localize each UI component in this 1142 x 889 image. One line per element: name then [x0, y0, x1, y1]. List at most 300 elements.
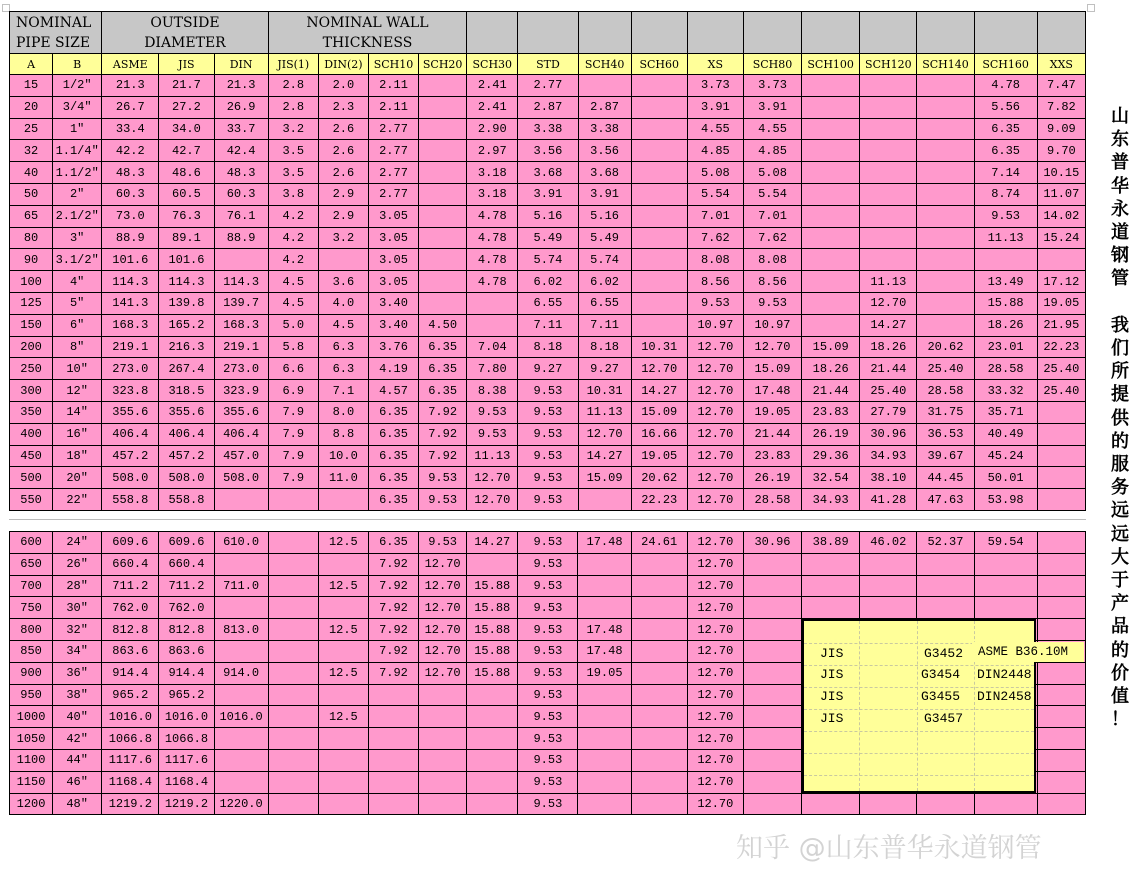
- vertical-slogan-char: 东: [1111, 129, 1129, 151]
- table-cell: 4″: [53, 271, 102, 293]
- table-cell: 25.40: [1037, 358, 1085, 380]
- table-cell: 38.10: [860, 467, 917, 489]
- table-cell: 19.05: [631, 445, 687, 467]
- table-cell: 10.31: [631, 336, 687, 358]
- header-group-row: [10, 12, 1086, 54]
- standard-din-code: DIN2448: [977, 667, 1032, 682]
- table-cell: [631, 205, 687, 227]
- table-cell: [917, 183, 974, 205]
- table-cell: 25: [10, 118, 53, 140]
- table-cell: [268, 793, 318, 815]
- table-cell: [578, 489, 631, 511]
- table-cell: 2″: [53, 183, 102, 205]
- table-cell: 900: [10, 662, 53, 684]
- vertical-slogan-char: 远: [1111, 500, 1129, 522]
- table-cell: 8.56: [743, 271, 801, 293]
- table-cell: [419, 183, 467, 205]
- table-cell: 10.97: [687, 314, 743, 336]
- table-cell: [467, 553, 518, 575]
- table-cell: [802, 96, 860, 118]
- vertical-slogan-char: 大: [1111, 546, 1129, 568]
- table-cell: [631, 597, 687, 619]
- table-cell: 14.27: [467, 532, 518, 554]
- table-row: [10, 96, 1086, 118]
- table-cell: 17.48: [743, 380, 801, 402]
- table-row: [10, 162, 1086, 184]
- column-header: SCH20: [419, 54, 467, 75]
- table-cell: [802, 140, 860, 162]
- table-cell: 53.98: [974, 489, 1037, 511]
- table-cell: 44″: [53, 749, 102, 771]
- column-header: DIN: [214, 54, 268, 75]
- table-row: [10, 380, 1086, 402]
- vertical-slogan-char: 山: [1111, 106, 1129, 127]
- table-cell: 8.0: [318, 401, 368, 423]
- table-cell: 28.58: [974, 358, 1037, 380]
- table-cell: 700: [10, 575, 53, 597]
- table-cell: 1117.6: [159, 749, 214, 771]
- table-cell: 508.0: [214, 467, 268, 489]
- table-cell: 4.2: [268, 249, 318, 271]
- table-cell: [578, 553, 631, 575]
- table-cell: 20.62: [631, 467, 687, 489]
- table-cell: [631, 118, 687, 140]
- header-blank: [631, 12, 687, 54]
- table-cell: 2.1/2″: [53, 205, 102, 227]
- table-cell: 3.2: [318, 227, 368, 249]
- table-row: [10, 227, 1086, 249]
- table-cell: 33.4: [102, 118, 159, 140]
- table-cell: [368, 728, 418, 750]
- table-cell: 76.3: [159, 205, 214, 227]
- column-header-row: [10, 54, 1086, 75]
- table-cell: 46.02: [860, 532, 917, 554]
- table-cell: 7.9: [268, 445, 318, 467]
- table-cell: 36.53: [917, 423, 974, 445]
- vertical-slogan-char: [1107, 291, 1133, 314]
- table-cell: 3.40: [368, 292, 418, 314]
- table-cell: 1168.4: [102, 771, 159, 793]
- table-cell: 21.44: [743, 423, 801, 445]
- table-cell: 88.9: [214, 227, 268, 249]
- table-cell: 10″: [53, 358, 102, 380]
- table-cell: 1″: [53, 118, 102, 140]
- table-cell: 150: [10, 314, 53, 336]
- table-cell: 850: [10, 640, 53, 662]
- standard-jis-label: JIS: [820, 689, 844, 704]
- table-cell: 21.3: [214, 75, 268, 97]
- table-cell: [318, 728, 368, 750]
- standard-din-code: DIN2458: [977, 689, 1032, 704]
- table-cell: 3.73: [743, 75, 801, 97]
- table-cell: 8.18: [518, 336, 578, 358]
- table-cell: [631, 706, 687, 728]
- table-cell: 6.35: [368, 423, 418, 445]
- table-cell: 3.68: [578, 162, 631, 184]
- table-cell: 350: [10, 401, 53, 423]
- table-cell: [318, 597, 368, 619]
- table-cell: [419, 728, 467, 750]
- table-cell: 1150: [10, 771, 53, 793]
- table-cell: 30″: [53, 597, 102, 619]
- table-cell: 12.5: [318, 532, 368, 554]
- table-cell: 323.9: [214, 380, 268, 402]
- table-cell: [917, 597, 974, 619]
- table-cell: 114.3: [214, 271, 268, 293]
- table-cell: [917, 96, 974, 118]
- table-cell: [214, 597, 268, 619]
- table-row: [10, 793, 1086, 815]
- table-cell: 7.92: [368, 553, 418, 575]
- table-cell: 26″: [53, 553, 102, 575]
- table-cell: 18.26: [860, 336, 917, 358]
- table-cell: 200: [10, 336, 53, 358]
- header-blank: [917, 12, 974, 54]
- table-cell: 12.70: [631, 358, 687, 380]
- column-header: JIS: [159, 54, 214, 75]
- table-cell: 7.1: [318, 380, 368, 402]
- table-cell: [743, 662, 801, 684]
- table-row: [10, 140, 1086, 162]
- table-cell: 48.3: [102, 162, 159, 184]
- table-cell: 60.3: [102, 183, 159, 205]
- table-cell: [419, 771, 467, 793]
- table-cell: 6.35: [419, 336, 467, 358]
- table-cell: 2.41: [467, 96, 518, 118]
- vertical-slogan: [1107, 105, 1133, 731]
- table-cell: 4.55: [687, 118, 743, 140]
- table-cell: 863.6: [102, 640, 159, 662]
- table-cell: 27.79: [860, 401, 917, 423]
- table-cell: [802, 227, 860, 249]
- table-cell: [419, 140, 467, 162]
- table-cell: [974, 553, 1037, 575]
- table-cell: 6.9: [268, 380, 318, 402]
- header-blank: [467, 12, 518, 54]
- table-cell: 4.78: [974, 75, 1037, 97]
- table-cell: 12.5: [318, 706, 368, 728]
- table-cell: [368, 749, 418, 771]
- table-row: [10, 467, 1086, 489]
- table-cell: 8.08: [743, 249, 801, 271]
- table-cell: 2.87: [578, 96, 631, 118]
- table-cell: 3.18: [467, 162, 518, 184]
- table-cell: 3.38: [578, 118, 631, 140]
- table-cell: 3.8: [268, 183, 318, 205]
- table-cell: [214, 749, 268, 771]
- table-cell: 114.3: [159, 271, 214, 293]
- column-header: SCH80: [743, 54, 801, 75]
- table-cell: [1037, 706, 1085, 728]
- column-header: XXS: [1037, 54, 1085, 75]
- table-cell: [860, 183, 917, 205]
- table-cell: 28.58: [917, 380, 974, 402]
- table-cell: 12.70: [687, 489, 743, 511]
- table-cell: [631, 749, 687, 771]
- table-cell: 12.70: [419, 575, 467, 597]
- table-cell: [1037, 553, 1085, 575]
- standard-code: G3455: [921, 689, 961, 704]
- table-cell: 4.0: [318, 292, 368, 314]
- table-cell: 12.70: [687, 706, 743, 728]
- table-row: [10, 553, 1086, 575]
- table-cell: [578, 684, 631, 706]
- table-cell: 3.68: [518, 162, 578, 184]
- table-cell: 11.07: [1037, 183, 1085, 205]
- table-cell: 216.3: [159, 336, 214, 358]
- table-cell: 17.48: [578, 532, 631, 554]
- table-cell: 9.09: [1037, 118, 1085, 140]
- table-cell: 609.6: [102, 532, 159, 554]
- table-cell: [743, 706, 801, 728]
- table-cell: [1037, 771, 1085, 793]
- table-cell: [1037, 662, 1085, 684]
- table-cell: 11.13: [467, 445, 518, 467]
- table-cell: 750: [10, 597, 53, 619]
- table-cell: 6.35: [368, 467, 418, 489]
- table-cell: 45.24: [974, 445, 1037, 467]
- table-cell: [214, 489, 268, 511]
- table-cell: 610.0: [214, 532, 268, 554]
- table-cell: 14.27: [631, 380, 687, 402]
- table-cell: 6.55: [578, 292, 631, 314]
- table-cell: [214, 771, 268, 793]
- table-cell: 1100: [10, 749, 53, 771]
- table-cell: 250: [10, 358, 53, 380]
- table-cell: 457.2: [159, 445, 214, 467]
- table-cell: 8.8: [318, 423, 368, 445]
- table-cell: 4.78: [467, 227, 518, 249]
- table-cell: 3.91: [687, 96, 743, 118]
- table-cell: 711.0: [214, 575, 268, 597]
- table-cell: [1037, 249, 1085, 271]
- table-cell: 12.70: [687, 684, 743, 706]
- table-cell: 5.74: [518, 249, 578, 271]
- table-cell: 8.38: [467, 380, 518, 402]
- table-cell: 12″: [53, 380, 102, 402]
- table-cell: 500: [10, 467, 53, 489]
- standard-code: G3457: [924, 711, 964, 726]
- table-cell: [419, 706, 467, 728]
- column-header: A: [10, 54, 53, 75]
- table-cell: 406.4: [159, 423, 214, 445]
- header-outside-diameter: OUTSIDE DIAMETER: [102, 12, 268, 54]
- table-cell: 7.92: [368, 662, 418, 684]
- table-cell: 14.02: [1037, 205, 1085, 227]
- table-cell: 12.70: [687, 336, 743, 358]
- table-cell: 7.14: [974, 162, 1037, 184]
- table-cell: 4.55: [743, 118, 801, 140]
- table-row: [10, 205, 1086, 227]
- vertical-slogan-char: 品: [1111, 616, 1129, 638]
- table-cell: 914.4: [102, 662, 159, 684]
- table-cell: [743, 749, 801, 771]
- table-cell: [802, 118, 860, 140]
- table-cell: 15.88: [467, 619, 518, 641]
- column-header: SCH140: [917, 54, 974, 75]
- table-cell: 1066.8: [102, 728, 159, 750]
- table-cell: 5″: [53, 292, 102, 314]
- table-cell: [860, 205, 917, 227]
- table-cell: 24.61: [631, 532, 687, 554]
- table-cell: 15.88: [467, 597, 518, 619]
- table-cell: 12.70: [687, 445, 743, 467]
- table-cell: 9.53: [419, 467, 467, 489]
- vertical-slogan-char: 普: [1111, 152, 1129, 174]
- table-cell: 40″: [53, 706, 102, 728]
- table-cell: [860, 249, 917, 271]
- table-cell: 50: [10, 183, 53, 205]
- table-cell: 38″: [53, 684, 102, 706]
- table-cell: 7.92: [419, 401, 467, 423]
- table-cell: [268, 489, 318, 511]
- table-row: [10, 75, 1086, 97]
- table-cell: 12.70: [687, 423, 743, 445]
- table-cell: [467, 728, 518, 750]
- table-cell: 2.77: [368, 140, 418, 162]
- table-cell: [268, 771, 318, 793]
- table-cell: 355.6: [102, 401, 159, 423]
- table-cell: 5.49: [578, 227, 631, 249]
- table-cell: 24″: [53, 532, 102, 554]
- table-cell: 2.77: [368, 118, 418, 140]
- table-cell: 4.78: [467, 205, 518, 227]
- standard-code: G3454: [921, 667, 961, 682]
- table-cell: 32″: [53, 619, 102, 641]
- table-cell: 267.4: [159, 358, 214, 380]
- table-cell: 9.53: [518, 684, 578, 706]
- table-row: [10, 271, 1086, 293]
- table-cell: [974, 249, 1037, 271]
- vertical-slogan-char: 务: [1111, 477, 1129, 499]
- table-cell: [743, 684, 801, 706]
- table-cell: [318, 749, 368, 771]
- standard-code: G3452: [924, 646, 964, 661]
- table-cell: 22″: [53, 489, 102, 511]
- table-cell: 48″: [53, 793, 102, 815]
- table-cell: 9.53: [518, 749, 578, 771]
- table-cell: 139.7: [214, 292, 268, 314]
- table-cell: 18.26: [974, 314, 1037, 336]
- table-cell: 12.70: [687, 401, 743, 423]
- table-cell: 9.53: [467, 423, 518, 445]
- table-cell: 5.08: [743, 162, 801, 184]
- table-cell: [467, 684, 518, 706]
- table-cell: 22.23: [1037, 336, 1085, 358]
- table-cell: 11.13: [860, 271, 917, 293]
- table-cell: 7.47: [1037, 75, 1085, 97]
- table-cell: [802, 162, 860, 184]
- table-cell: 4.19: [368, 358, 418, 380]
- table-cell: 73.0: [102, 205, 159, 227]
- table-cell: 23.83: [802, 401, 860, 423]
- table-cell: 89.1: [159, 227, 214, 249]
- table-cell: [802, 249, 860, 271]
- table-cell: [419, 271, 467, 293]
- table-cell: 762.0: [102, 597, 159, 619]
- table-cell: 6.02: [578, 271, 631, 293]
- table-cell: [1037, 597, 1085, 619]
- table-cell: 800: [10, 619, 53, 641]
- table-cell: 50.01: [974, 467, 1037, 489]
- table-cell: [860, 553, 917, 575]
- vertical-slogan-char: 值: [1111, 686, 1129, 708]
- table-cell: 1200: [10, 793, 53, 815]
- table-cell: 100: [10, 271, 53, 293]
- table-cell: 6.35: [419, 380, 467, 402]
- table-cell: 12.70: [687, 597, 743, 619]
- header-blank: [518, 12, 578, 54]
- table-cell: 1050: [10, 728, 53, 750]
- table-cell: 318.5: [159, 380, 214, 402]
- table-cell: 2.6: [318, 118, 368, 140]
- table-cell: [1037, 793, 1085, 815]
- table-cell: 9.27: [518, 358, 578, 380]
- table-cell: [631, 728, 687, 750]
- table-cell: 15.88: [467, 575, 518, 597]
- table-cell: [368, 684, 418, 706]
- table-cell: 2.87: [518, 96, 578, 118]
- table-cell: 6.3: [318, 336, 368, 358]
- table-row: [10, 423, 1086, 445]
- table-cell: 168.3: [214, 314, 268, 336]
- table-cell: [578, 749, 631, 771]
- table-cell: 21.95: [1037, 314, 1085, 336]
- table-cell: 7.01: [743, 205, 801, 227]
- table-cell: 8″: [53, 336, 102, 358]
- table-row: [10, 445, 1086, 467]
- table-cell: 400: [10, 423, 53, 445]
- table-cell: 2.90: [467, 118, 518, 140]
- table-cell: 4.5: [318, 314, 368, 336]
- table-cell: [1037, 423, 1085, 445]
- table-cell: [318, 793, 368, 815]
- table-cell: 40.49: [974, 423, 1037, 445]
- table-cell: 3.56: [518, 140, 578, 162]
- table-cell: 6.35: [419, 358, 467, 380]
- table-cell: [860, 96, 917, 118]
- table-cell: 12.70: [419, 597, 467, 619]
- table-cell: 219.1: [214, 336, 268, 358]
- table-cell: 273.0: [214, 358, 268, 380]
- table-cell: [368, 793, 418, 815]
- table-cell: 12.70: [687, 793, 743, 815]
- table-cell: 6.35: [368, 489, 418, 511]
- table-cell: 1219.2: [159, 793, 214, 815]
- table-row: [10, 292, 1086, 314]
- table-cell: 52.37: [917, 532, 974, 554]
- table-cell: 6.35: [974, 118, 1037, 140]
- table-cell: 12.70: [578, 423, 631, 445]
- table-cell: 9.53: [518, 489, 578, 511]
- table-cell: 3.56: [578, 140, 631, 162]
- table-cell: [802, 205, 860, 227]
- table-cell: 36″: [53, 662, 102, 684]
- table-cell: [467, 706, 518, 728]
- table-cell: 9.53: [518, 575, 578, 597]
- table-cell: 457.2: [102, 445, 159, 467]
- table-cell: [268, 553, 318, 575]
- table-cell: 11.13: [974, 227, 1037, 249]
- table-cell: 812.8: [159, 619, 214, 641]
- table-cell: 2.6: [318, 140, 368, 162]
- table-cell: 1066.8: [159, 728, 214, 750]
- table-cell: 2.9: [318, 183, 368, 205]
- table-cell: 6″: [53, 314, 102, 336]
- table-cell: 27.2: [159, 96, 214, 118]
- table-cell: 2.77: [368, 162, 418, 184]
- table-cell: 60.5: [159, 183, 214, 205]
